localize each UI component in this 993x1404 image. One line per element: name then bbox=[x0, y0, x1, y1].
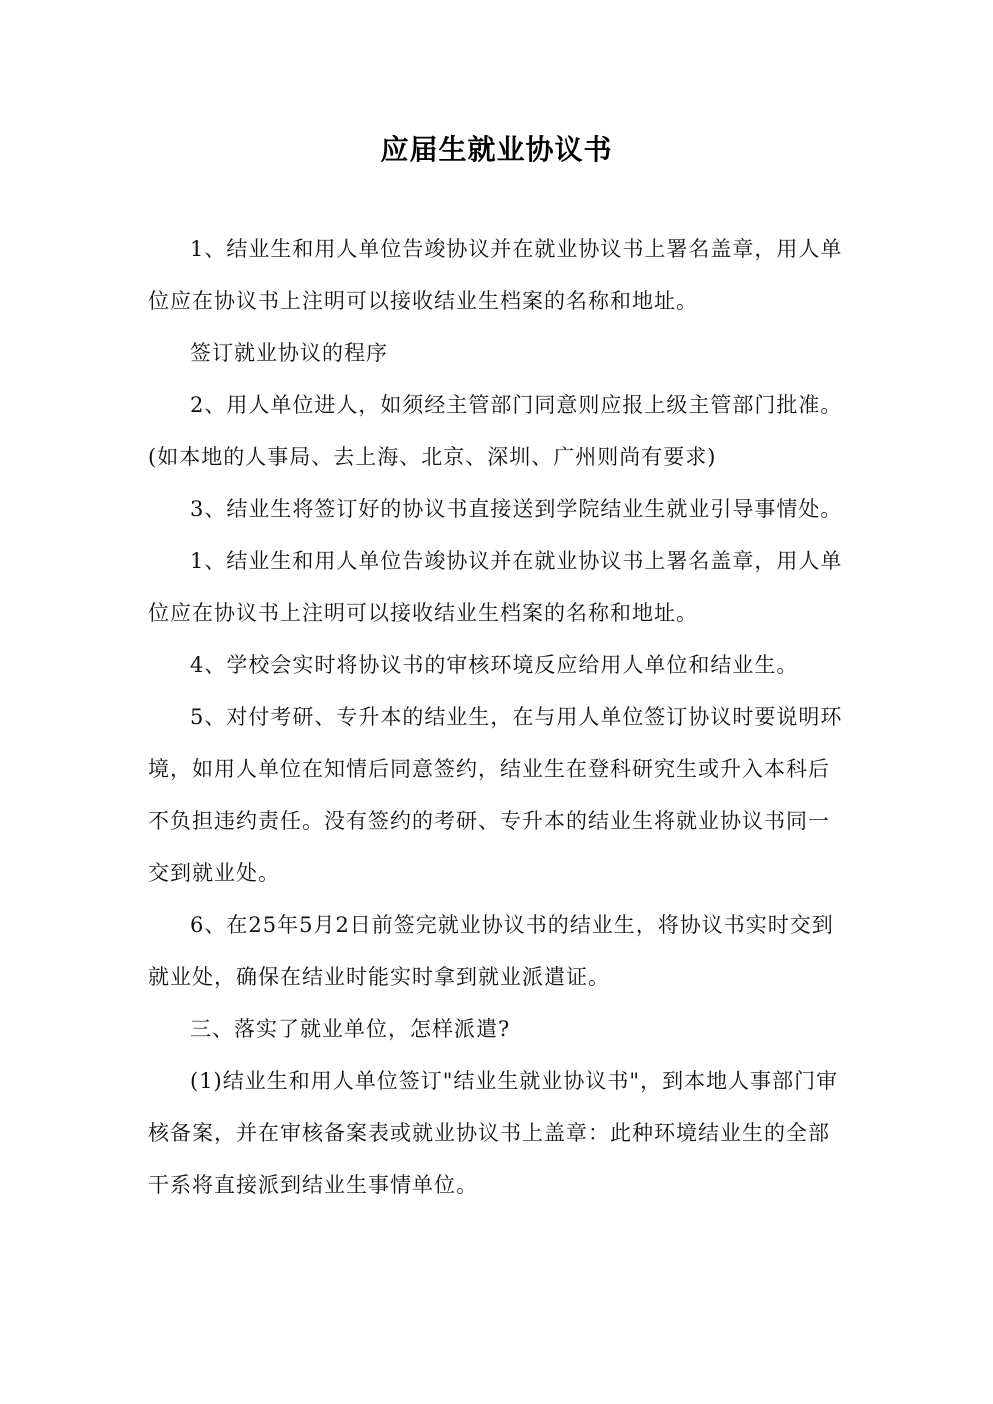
paragraph: 1、结业生和用人单位告竣协议并在就业协议书上署名盖章，用人单位应在协议书上注明可以接收结业生档案的名称和地址。 bbox=[148, 549, 843, 625]
paragraph: 签订就业协议的程序 bbox=[190, 341, 388, 365]
paragraph: 1、结业生和用人单位告竣协议并在就业协议书上署名盖章，用人单位应在协议书上注明可以接收结业生档案的名称和地址。 bbox=[148, 237, 843, 313]
paragraph: 三、落实了就业单位，怎样派遣? bbox=[190, 1017, 511, 1041]
document-body bbox=[148, 223, 848, 1211]
paragraph: (1)结业生和用人单位签订"结业生就业协议书"，到本地人事部门审核备案，并在审核备案表或就业协议书上盖章：此种环境结业生的全部干系将直接派到结业生事情单位。 bbox=[148, 1069, 839, 1197]
paragraph: 3、结业生将签订好的协议书直接送到学院结业生就业引导事情处。 bbox=[190, 497, 843, 521]
document-title: 应届生就业协议书 bbox=[380, 133, 613, 166]
paragraph: 6、在25年5月2日前签完就业协议书的结业生，将协议书实时交到就业处，确保在结业时能实时拿到就业派遣证。 bbox=[148, 913, 834, 989]
paragraph: 2、用人单位进人，如须经主管部门同意则应报上级主管部门批准。(如本地的人事局、去上海、北京、深圳、广州则尚有要求) bbox=[148, 393, 843, 469]
paragraph: 4、学校会实时将协议书的审核环境反应给用人单位和结业生。 bbox=[190, 653, 799, 677]
paragraph: 5、对付考研、专升本的结业生，在与用人单位签订协议时要说明环境，如用人单位在知情后同意签约，结业生在登科研究生或升入本科后不负担违约责任。没有签约的考研、专升本的结业生将就业协议书同一交到就业处。 bbox=[148, 705, 843, 885]
